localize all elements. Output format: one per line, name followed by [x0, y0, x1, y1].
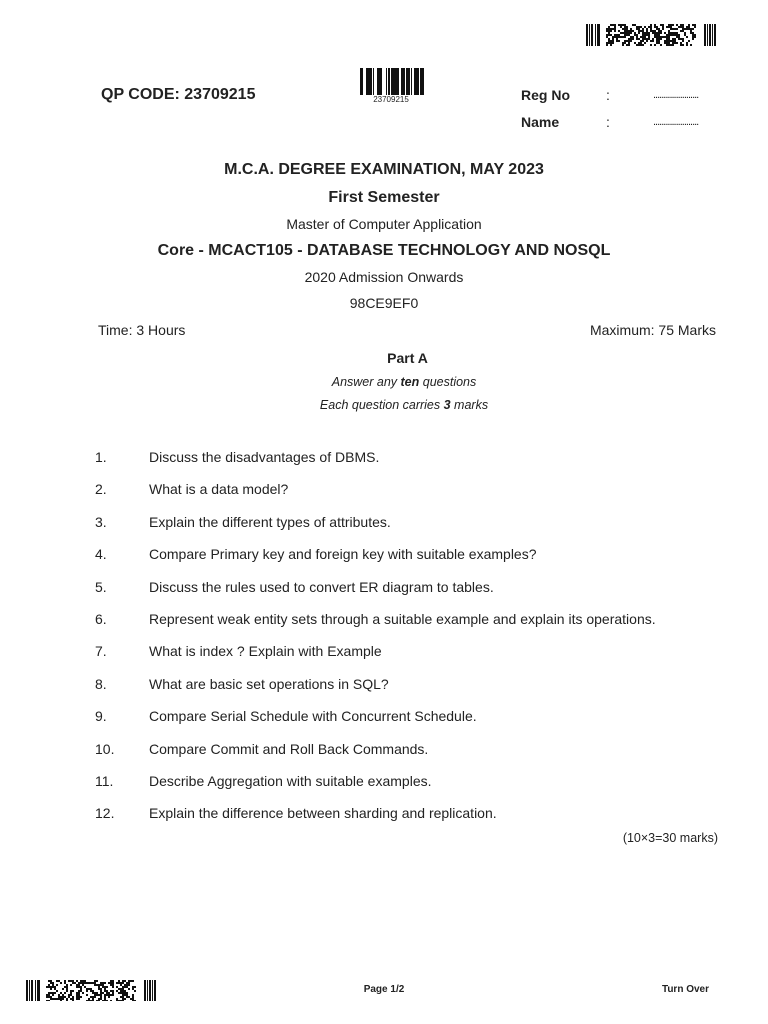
instruction-emphasis: 3: [443, 398, 451, 412]
marks-summary: (10×3=30 marks): [622, 831, 718, 845]
question-text: Explain the difference between sharding and replication.: [149, 805, 497, 822]
qp-barcode: [353, 68, 429, 104]
instruction-answer-count: [0, 375, 768, 389]
reg-no-colon: :: [606, 87, 610, 103]
part-a-heading: Part A: [387, 350, 428, 366]
course-title: Core - MCACT105 - DATABASE TECHNOLOGY AND NOSQL: [157, 242, 611, 259]
name-colon: :: [606, 114, 610, 130]
semester: First Semester: [328, 189, 440, 206]
question-number: 6.: [95, 610, 107, 627]
question-item: [95, 537, 735, 569]
paper-code: 98CE9EF0: [349, 295, 419, 311]
qp-code: QP CODE: 23709215: [101, 86, 256, 103]
maximum-marks: Maximum: 75 Marks: [589, 322, 716, 338]
question-number: 9.: [95, 708, 107, 725]
question-item: [95, 570, 735, 602]
question-item: [95, 796, 735, 828]
instruction-text: questions: [419, 375, 477, 389]
question-text: Explain the different types of attributes.: [149, 513, 391, 530]
instruction-emphasis: ten: [400, 375, 420, 389]
question-number: 11.: [95, 772, 114, 789]
question-number: 12.: [95, 805, 115, 822]
question-text: Represent weak entity sets through a suitable example and explain its operations.: [149, 610, 656, 627]
question-item: [95, 634, 735, 666]
question-number: 3.: [95, 513, 107, 530]
question-number: 5.: [95, 578, 107, 595]
admission-note: 2020 Admission Onwards: [304, 269, 464, 285]
question-number: 1.: [95, 449, 107, 465]
top-right-barcode: [586, 24, 716, 46]
question-item: [95, 440, 735, 472]
question-text: Discuss the rules used to convert ER diagram to tables.: [149, 578, 494, 595]
question-item: [95, 667, 735, 699]
reg-no-label: Reg No: [521, 87, 570, 103]
question-text: Compare Commit and Roll Back Commands.: [149, 740, 429, 757]
turn-over-note: Turn Over: [661, 984, 709, 995]
question-number: 2.: [95, 481, 107, 498]
question-item: [95, 505, 735, 537]
instruction-text: Each question carries: [319, 398, 444, 412]
question-text: Discuss the disadvantages of DBMS.: [149, 449, 380, 465]
programme: Master of Computer Application: [286, 216, 482, 232]
name-blank: ......................: [653, 116, 699, 128]
page-number: Page 1/2: [363, 984, 405, 995]
question-text: What is a data model?: [149, 481, 289, 498]
instruction-text: marks: [450, 398, 489, 412]
question-text: What is index ? Explain with Example: [149, 643, 382, 660]
question-number: 8.: [95, 675, 107, 692]
qp-barcode-number: 23709215: [373, 95, 409, 104]
question-text: Compare Serial Schedule with Concurrent Schedule.: [149, 708, 477, 725]
question-text: Compare Primary key and foreign key with suitable examples?: [149, 546, 537, 563]
question-list: [95, 440, 735, 829]
question-number: 4.: [95, 546, 107, 563]
name-label: Name: [521, 114, 560, 130]
question-item: [95, 699, 735, 731]
question-number: 10.: [95, 740, 115, 757]
question-item: [95, 732, 735, 764]
instruction-marks-each: [0, 398, 768, 412]
reg-no-blank: ......................: [653, 89, 699, 101]
question-text: What are basic set operations in SQL?: [149, 675, 389, 692]
question-text: Describe Aggregation with suitable examples.: [149, 772, 432, 789]
time-allowed: Time: 3 Hours: [98, 322, 186, 338]
question-number: 7.: [95, 643, 107, 660]
instruction-text: Answer any: [331, 375, 401, 389]
question-item: [95, 764, 735, 796]
question-item: [95, 602, 735, 634]
question-item: [95, 472, 735, 504]
exam-title: M.C.A. DEGREE EXAMINATION, MAY 2023: [224, 161, 544, 178]
